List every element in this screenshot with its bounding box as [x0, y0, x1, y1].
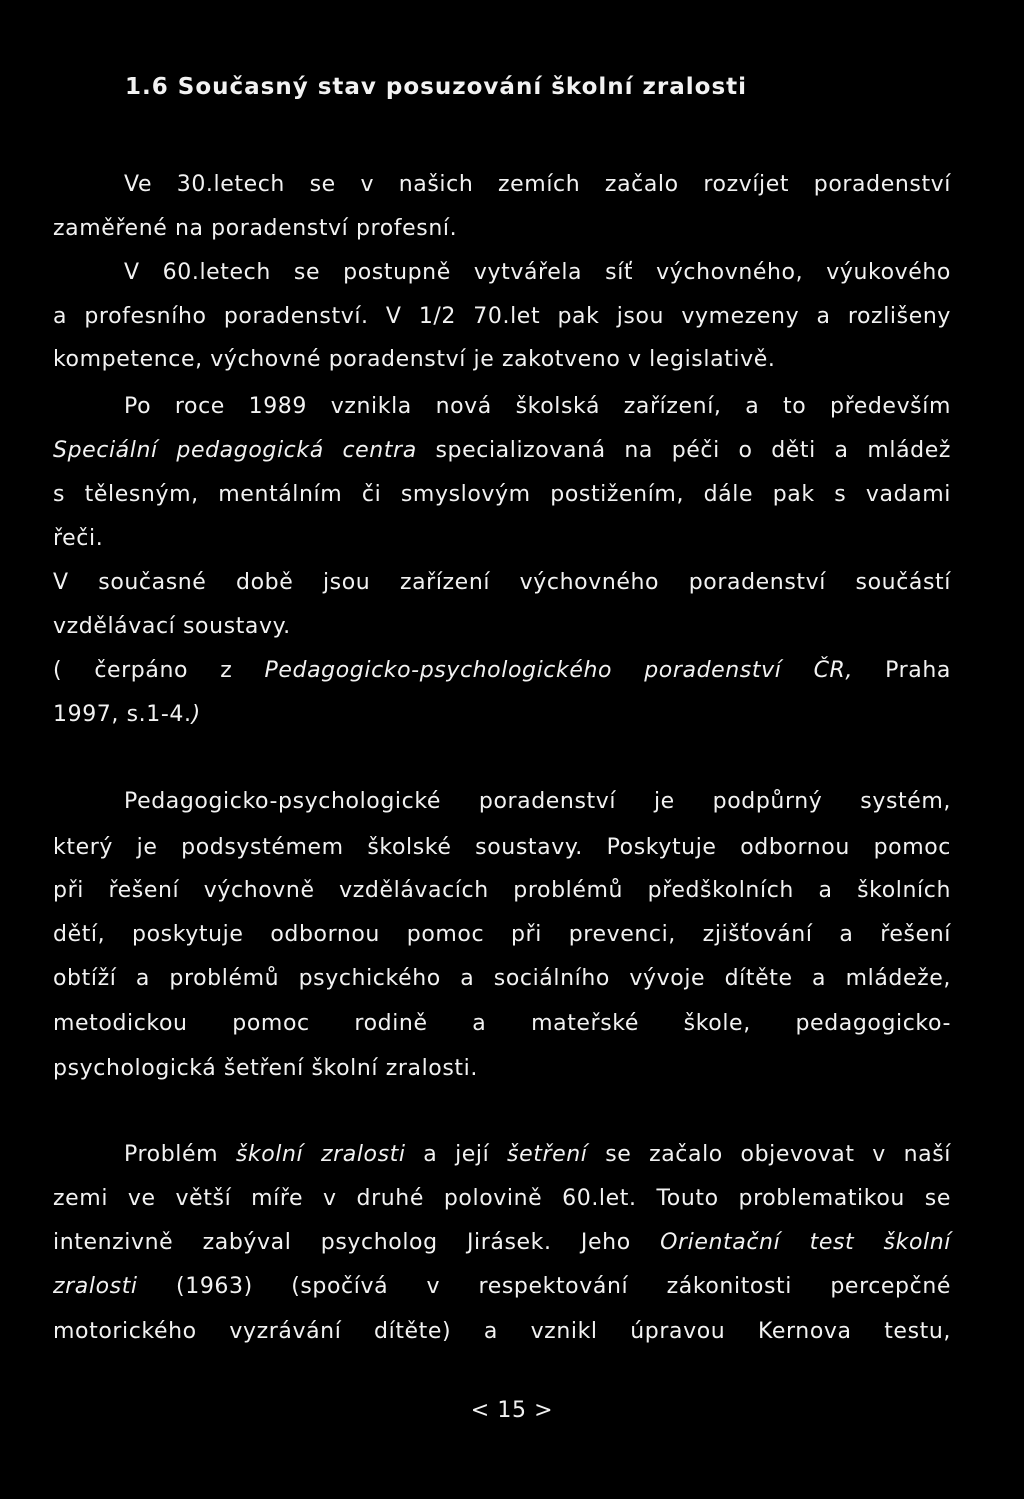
text-line: zemi ve větší míře v druhé polovině 60.let. Touto problematikou se [53, 1186, 951, 1211]
text-line [53, 1228, 951, 1258]
italic-term: Speciální pedagogická centra [53, 438, 417, 463]
text-line: psychologická šetření školní zralosti. [53, 1056, 478, 1081]
page-number: < 15 > [470, 1398, 554, 1423]
text-line: V 60.letech se postupně vytvářela síť výchovného, výukového [124, 260, 951, 285]
text-line: kompetence, výchovné poradenství je zakotveno v legislativě. [53, 347, 776, 372]
text-line: řeči. [53, 526, 104, 551]
section-heading: 1.6 Současný stav posuzování školní zralosti [125, 74, 748, 100]
text-line: dětí, poskytuje odbornou pomoc při prevenci, zjišťování a řešení [53, 922, 951, 947]
italic-term: školní zralosti [235, 1142, 406, 1167]
text-span: Praha [885, 658, 952, 683]
text-line [124, 1140, 951, 1170]
text-line: a profesního poradenství. V 1/2 70.let pak jsou vymezeny a rozlišeny [53, 304, 951, 329]
text-line [53, 436, 951, 466]
italic-term: Pedagogicko-psychologického poradenství ČR, [264, 658, 854, 683]
italic-term: zralosti [53, 1274, 138, 1299]
text-span: a její [423, 1142, 490, 1167]
text-line: V současné době jsou zařízení výchovného poradenství součástí [53, 570, 951, 595]
text-span: specializovaná na péči o děti a mládež [435, 438, 951, 463]
text-line: obtíží a problémů psychického a sociálního vývoje dítěte a mládeže, [53, 966, 951, 991]
text-line [53, 700, 951, 730]
text-line: Ve 30.letech se v našich zemích začalo rozvíjet poradenství [124, 172, 951, 197]
text-line: metodickou pomoc rodině a mateřské škole, pedagogicko- [53, 1011, 951, 1036]
text-line: Po roce 1989 vznikla nová školská zařízení, a to především [124, 394, 951, 419]
italic-term: šetření [507, 1142, 588, 1167]
text-span: (1963) (spočívá v respektování zákonitosti percepčné [176, 1274, 951, 1299]
text-span: 1997, s.1-4. [53, 702, 192, 727]
text-span: ) [191, 702, 201, 727]
text-line: zaměřené na poradenství profesní. [53, 216, 458, 241]
text-line: motorického vyzrávání dítěte) a vznikl úpravou Kernova testu, [53, 1319, 951, 1344]
text-line: který je podsystémem školské soustavy. Poskytuje odbornou pomoc [53, 835, 951, 860]
text-line: vzdělávací soustavy. [53, 614, 291, 639]
text-span: se začalo objevovat v naší [605, 1142, 952, 1167]
text-line: s tělesným, mentálním či smyslovým postižením, dále pak s vadami [53, 482, 951, 507]
text-span: ( čerpáno z [53, 658, 233, 683]
text-line [53, 656, 951, 686]
text-span: intenzivně zabýval psycholog Jirásek. Jeho [53, 1230, 631, 1255]
text-span: Problém [124, 1142, 219, 1167]
italic-term: Orientační test školní [660, 1230, 951, 1255]
text-line: při řešení výchovně vzdělávacích problémů předškolních a školních [53, 878, 951, 903]
text-line [53, 1272, 951, 1302]
text-line: Pedagogicko-psychologické poradenství je podpůrný systém, [124, 789, 951, 814]
